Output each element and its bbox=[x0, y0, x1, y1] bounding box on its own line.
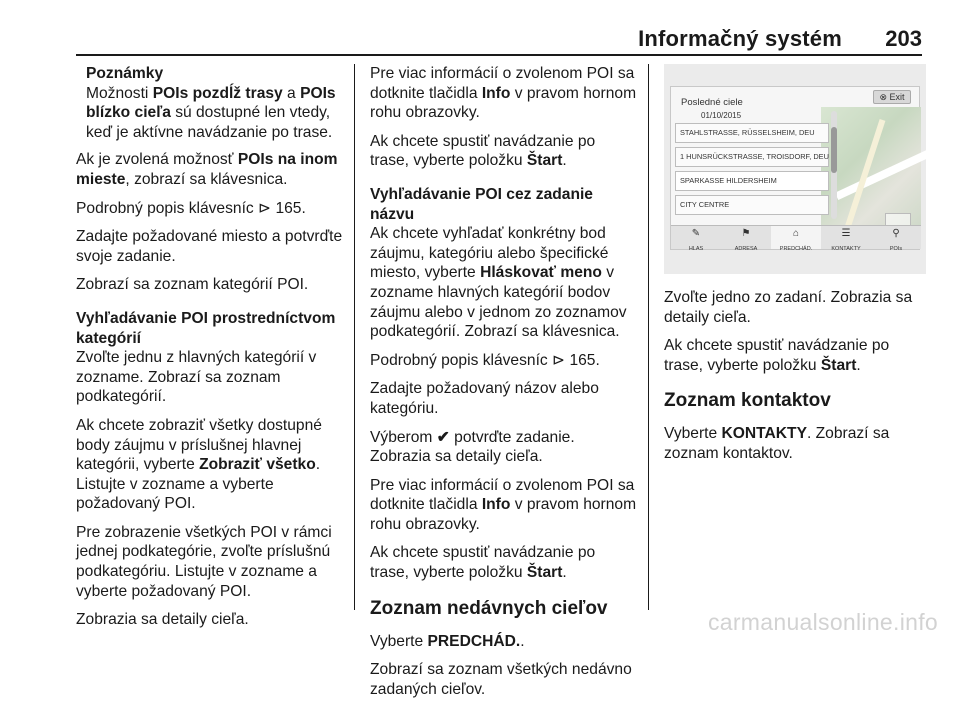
paragraph: Pre zobrazenie všetkých POI v rámci jednej podkategórie, zvoľte príslušnú podkategóriu. Listujte v zozname a vyberte požadovaný POI. bbox=[76, 523, 332, 600]
pois-button[interactable]: ⚲ POIs bbox=[871, 226, 921, 249]
paragraph: Ak chcete spustiť navádzanie po trase, vyberte položku Štart. bbox=[370, 132, 596, 170]
section-heading: Zoznam kontaktov bbox=[664, 390, 831, 412]
paragraph: Ak chcete vyhľadať konkrétny bod záujmu, kategóriu alebo špecifické miesto, vyberte Hláskovať meno v zozname hlavných kategórií bodov záujmu alebo v jednom zo zoznamov podkategórií. Zobrazí sa klávesnica. bbox=[370, 225, 627, 341]
note-title: Poznámky bbox=[86, 65, 164, 82]
page-title: Informačný systém bbox=[638, 26, 842, 51]
paragraph: Zvoľte jedno zo zadaní. Zobrazia sa detaily cieľa. bbox=[664, 289, 913, 326]
note-text: Možnosti POIs pozdĺž trasy a POIs blízko cieľa sú dostupné len vtedy, keď je aktívne navádzanie po trase. bbox=[86, 84, 336, 141]
paragraph: Zobrazí sa zoznam kategórií POI. bbox=[76, 276, 309, 294]
note-block bbox=[76, 64, 344, 142]
list-item[interactable]: CITY CENTRE bbox=[675, 195, 829, 215]
section-heading: Zoznam nedávnych cieľov bbox=[370, 597, 608, 619]
cross-reference-arrow-icon: ⊳ bbox=[258, 199, 272, 217]
list-date: 01/10/2015 bbox=[701, 111, 742, 120]
scrollbar[interactable] bbox=[831, 111, 837, 219]
contacts-icon: ☰ bbox=[841, 228, 851, 239]
previous-destinations-button[interactable]: ⌂ PREDCHÁD. bbox=[771, 226, 821, 249]
voice-icon: ✎ bbox=[691, 228, 701, 239]
scrollbar-thumb[interactable] bbox=[831, 127, 837, 173]
column-divider-2 bbox=[648, 64, 649, 610]
screen-title: Posledné ciele bbox=[681, 97, 743, 108]
column-3 bbox=[664, 64, 926, 473]
voice-button[interactable]: ✎ HLAS bbox=[671, 226, 721, 249]
paragraph: Zadajte požadované miesto a potvrďte svoje zadanie. bbox=[76, 228, 343, 265]
page-header bbox=[0, 0, 960, 62]
watermark: carmanualsonline.info bbox=[707, 609, 938, 635]
paragraph: Ak chcete spustiť navádzanie po trase, vyberte položku Štart. bbox=[370, 544, 596, 582]
page-number: 203 bbox=[885, 26, 922, 51]
checkmark-icon: ✔ bbox=[436, 428, 450, 446]
paragraph: Zvoľte jednu z hlavných kategórií v zozname. Zobrazí sa zoznam podkategórií. bbox=[76, 349, 317, 406]
column-1 bbox=[76, 64, 344, 639]
paragraph: Vyberte PREDCHÁD.. bbox=[370, 632, 525, 650]
subheading: Vyhľadávanie POI prostredníctvom kategórií bbox=[76, 309, 336, 347]
cross-reference-arrow-icon: ⊳ bbox=[552, 351, 566, 369]
list-item[interactable]: STAHLSTRASSE, RÜSSELSHEIM, DEU bbox=[675, 123, 829, 143]
flag-icon: ⚑ bbox=[741, 228, 751, 239]
paragraph: Pre viac informácií o zvolenom POI sa dotknite tlačidla Info v pravom hornom rohu obrazovky. bbox=[370, 476, 637, 533]
recent-destinations-list bbox=[675, 109, 829, 219]
paragraph: Ak je zvolená možnosť POIs na inom mieste, zobrazí sa klávesnica. bbox=[76, 151, 338, 188]
column-2 bbox=[370, 64, 638, 708]
poi-pin-icon: ⚲ bbox=[892, 228, 900, 239]
list-item[interactable]: 1 HUNSRÜCKSTRASSE, TROISDORF, DEU bbox=[675, 147, 829, 167]
list-item[interactable]: SPARKASSE HILDERSHEIM bbox=[675, 171, 829, 191]
infotainment-screenshot bbox=[664, 64, 926, 274]
paragraph: Podrobný popis klávesníc ⊳ 165. bbox=[370, 351, 600, 369]
home-icon: ⌂ bbox=[792, 228, 800, 239]
paragraph: Pre viac informácií o zvolenom POI sa dotknite tlačidla Info v pravom hornom rohu obrazovky. bbox=[370, 65, 637, 122]
contacts-button[interactable]: ☰ KONTAKTY bbox=[821, 226, 871, 249]
paragraph: Ak chcete spustiť navádzanie po trase, vyberte položku Štart. bbox=[664, 337, 890, 374]
paragraph: Vyberte KONTAKTY. Zobrazí sa zoznam kontaktov. bbox=[664, 425, 890, 462]
exit-button[interactable]: ⊗ Exit bbox=[873, 90, 911, 104]
address-button[interactable]: ⚑ ADRESA bbox=[721, 226, 771, 249]
paragraph: Podrobný popis klávesníc ⊳ 165. bbox=[76, 199, 306, 217]
screen-recent-destinations bbox=[670, 86, 920, 250]
paragraph: Zadajte požadovaný názov alebo kategóriu. bbox=[370, 380, 599, 417]
paragraph: Ak chcete zobraziť všetky dostupné body záujmu v príslušnej hlavnej kategórii, vyberte Zobraziť všetko. Listujte v zozname a vyberte požadovaný POI. bbox=[76, 416, 322, 513]
bottom-button-bar bbox=[671, 225, 921, 252]
subheading: Vyhľadávanie POI cez zadanie názvu bbox=[370, 185, 593, 223]
paragraph: Výberom ✔ potvrďte zadanie. Zobrazia sa detaily cieľa. bbox=[370, 428, 575, 466]
header-rule bbox=[76, 54, 922, 56]
paragraph: Zobrazí sa zoznam všetkých nedávno zadaných cieľov. bbox=[370, 661, 632, 698]
paragraph: Zobrazia sa detaily cieľa. bbox=[76, 611, 249, 629]
column-divider-1 bbox=[354, 64, 355, 610]
